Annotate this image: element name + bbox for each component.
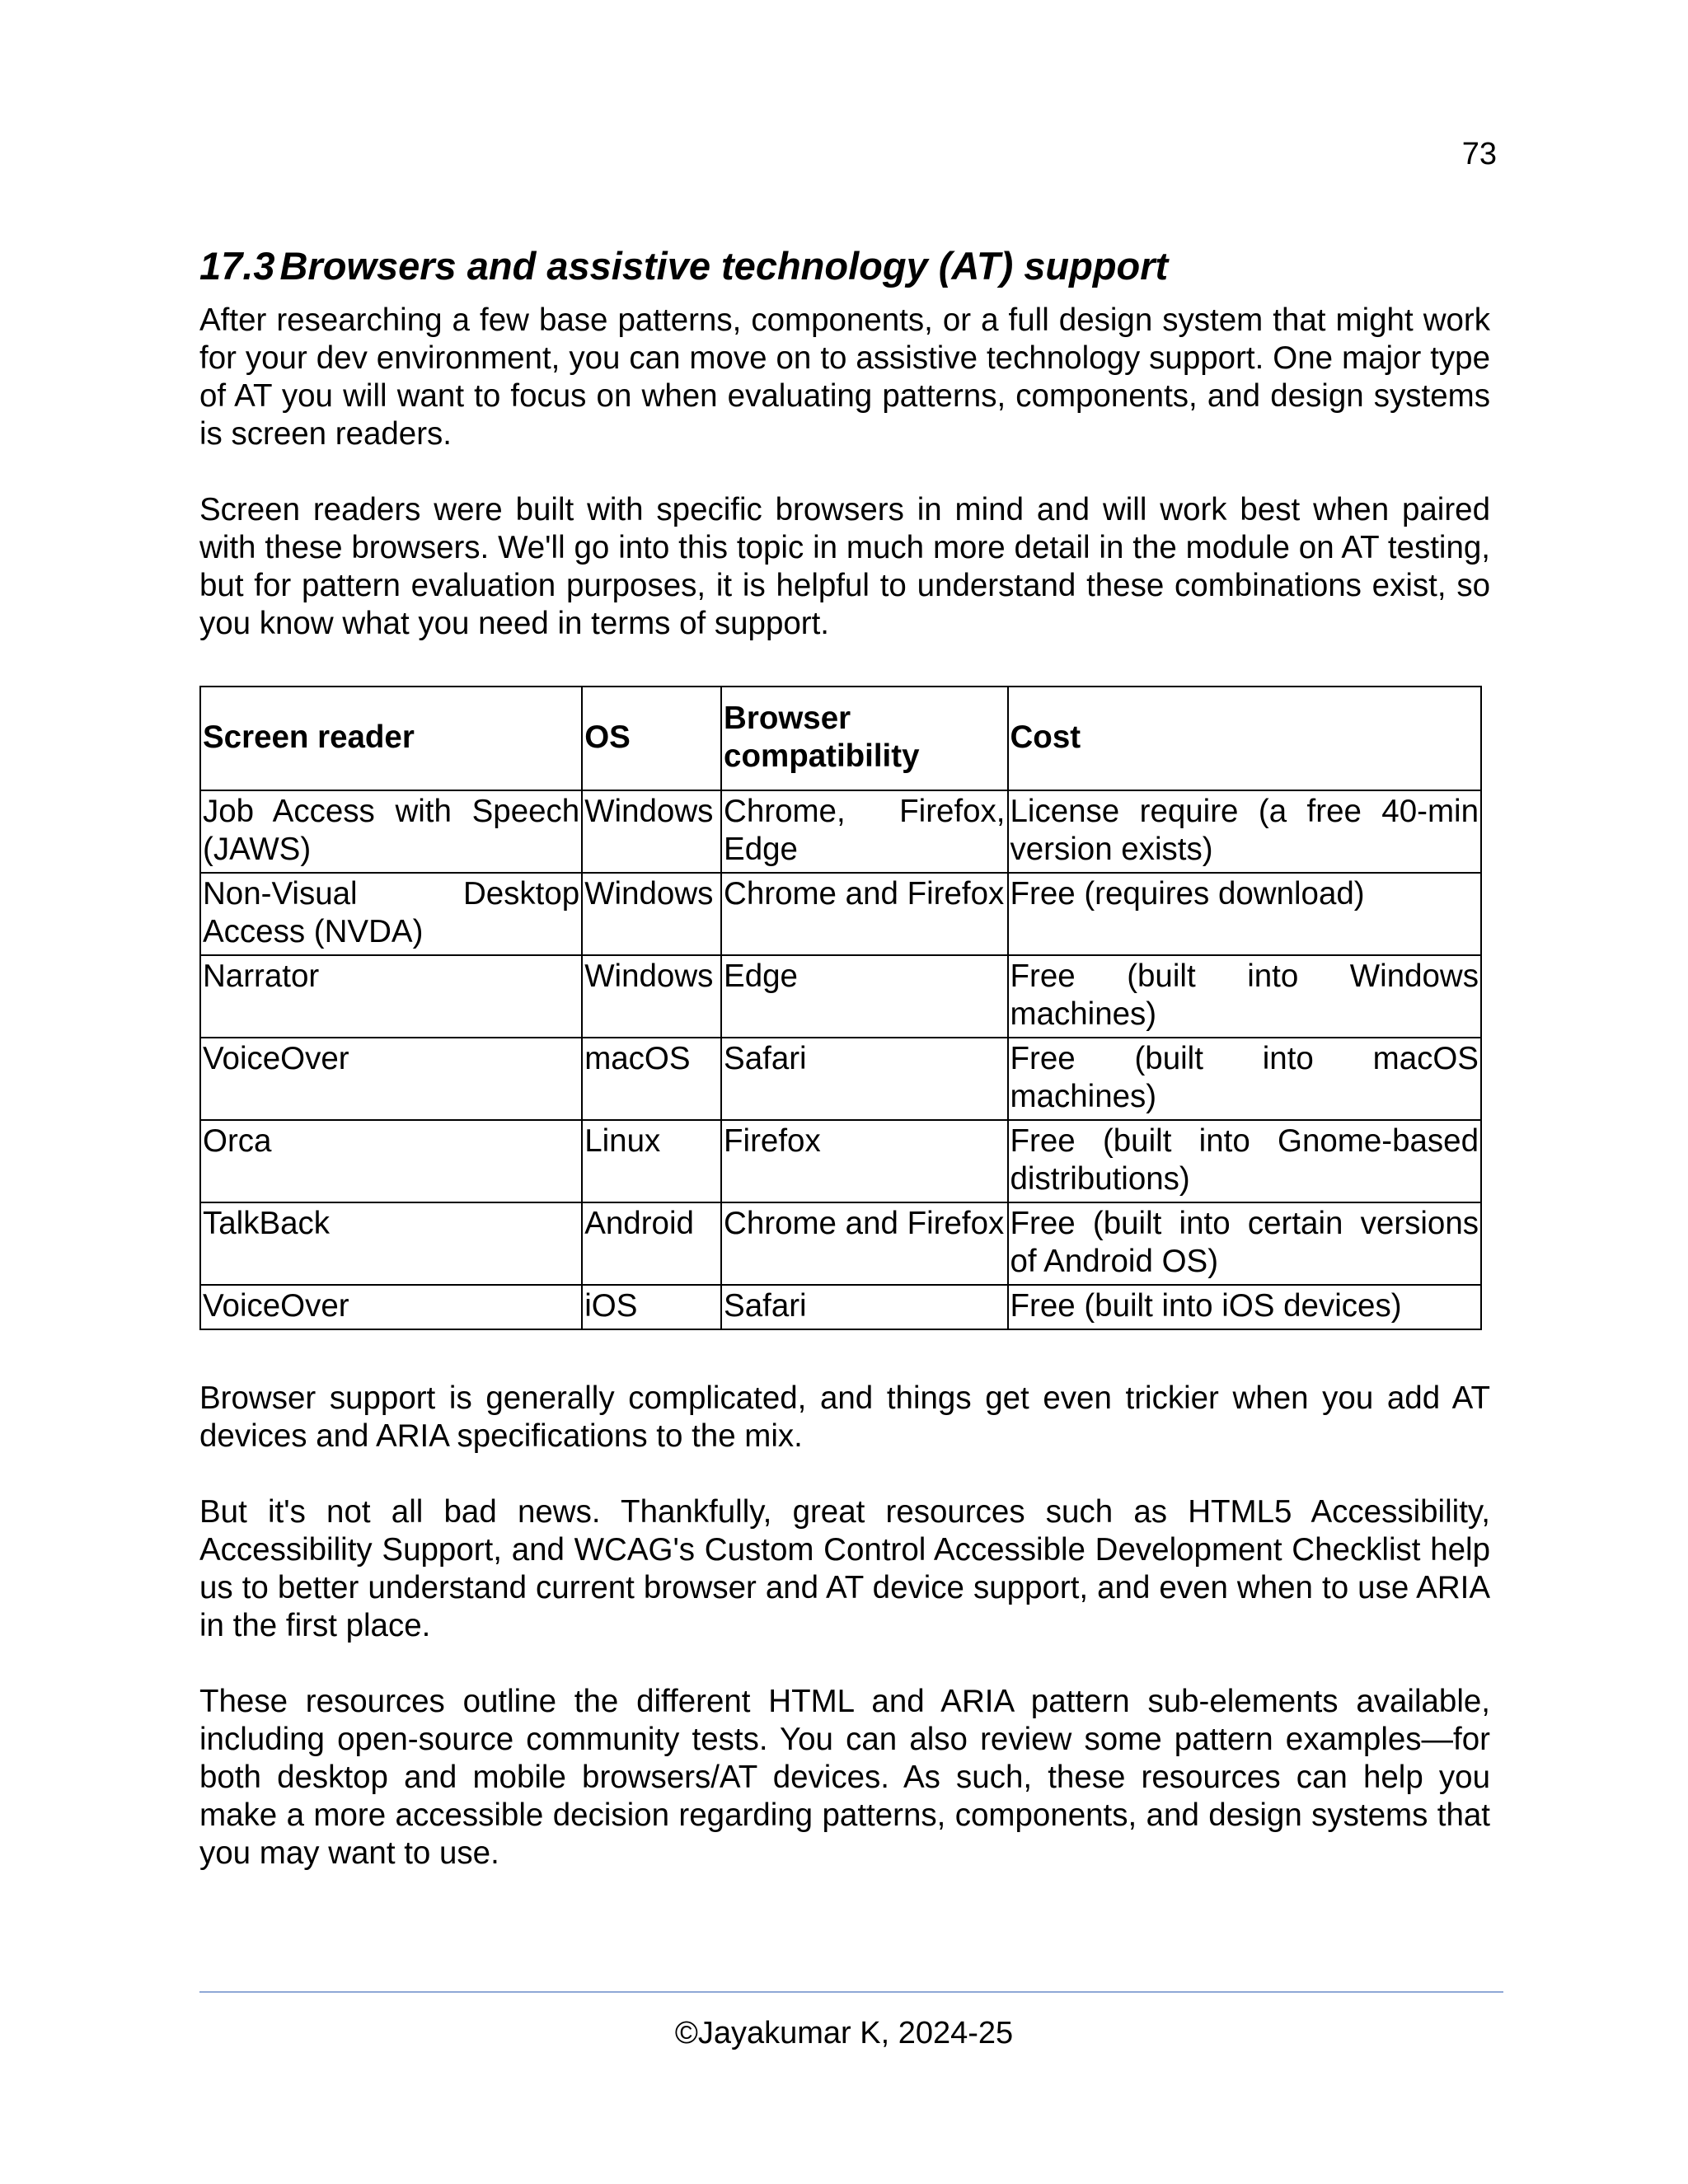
- cell-cost: Free (built into Gnome-based distributions): [1008, 1120, 1482, 1202]
- page-number: 73: [1461, 137, 1497, 171]
- paragraph-resources-outline: These resources outline the different HTML and ARIA pattern sub-elements available, including open-source community tests. You can also review some pattern examples—for both desktop and mobile browsers/AT devices. As such, these resources can help you make a more accessible decision regarding patterns, components, and design systems that you may want to use.: [199, 1684, 1490, 1872]
- cell-os: iOS: [582, 1285, 721, 1329]
- page-content: [199, 244, 1490, 1910]
- section-title: Browsers and assistive technology (AT) support: [279, 244, 1169, 288]
- table-row: [200, 790, 1481, 873]
- cell-screen-reader: TalkBack: [200, 1202, 582, 1285]
- header-cost: Cost: [1008, 687, 1482, 790]
- table-row: [200, 955, 1481, 1038]
- header-os: OS: [582, 687, 721, 790]
- table-row: [200, 1120, 1481, 1202]
- cell-cost: Free (built into certain versions of Android OS): [1008, 1202, 1482, 1285]
- footer-divider: [199, 1991, 1503, 1993]
- table-row: [200, 1038, 1481, 1120]
- cell-browser: Chrome and Firefox: [721, 873, 1007, 955]
- paragraph-intro: After researching a few base patterns, components, or a full design system that might work for your dev environment, you can move on to assistive technology support. One major type of AT you will want to focus on when evaluating patterns, components, and design systems is screen readers.: [199, 302, 1490, 452]
- header-browser-compatibility: Browser compatibility: [721, 687, 1007, 790]
- cell-browser: Chrome, Firefox, Edge: [721, 790, 1007, 873]
- footer-copyright: ©Jayakumar K, 2024-25: [674, 2016, 1014, 2050]
- cell-browser: Firefox: [721, 1120, 1007, 1202]
- cell-screen-reader: Job Access with Speech (JAWS): [200, 790, 582, 873]
- cell-screen-reader: Orca: [200, 1120, 582, 1202]
- cell-os: Android: [582, 1202, 721, 1285]
- cell-browser: Safari: [721, 1038, 1007, 1120]
- cell-browser: Safari: [721, 1285, 1007, 1329]
- cell-screen-reader: VoiceOver: [200, 1285, 582, 1329]
- paragraph-resources: But it's not all bad news. Thankfully, great resources such as HTML5 Accessibility, Accessibility Support, and WCAG's Custom Control Accessible Development Checklist help us to better understand current browser and AT device support, and even when to use ARIA in the first place.: [199, 1494, 1490, 1644]
- cell-screen-reader: Narrator: [200, 955, 582, 1038]
- cell-screen-reader: VoiceOver: [200, 1038, 582, 1120]
- cell-cost: Free (requires download): [1008, 873, 1482, 955]
- section-heading: [199, 244, 1490, 288]
- header-screen-reader: Screen reader: [200, 687, 582, 790]
- cell-browser: Chrome and Firefox: [721, 1202, 1007, 1285]
- cell-screen-reader: Non-Visual Desktop Access (NVDA): [200, 873, 582, 955]
- table-header-row: [200, 687, 1481, 790]
- cell-os: Windows: [582, 873, 721, 955]
- paragraph-screen-readers: Screen readers were built with specific browsers in mind and will work best when paired with these browsers. We'll go into this topic in much more detail in the module on AT testing, but for pattern evaluation purposes, it is helpful to understand these combinations exist, so you know what you need in terms of support.: [199, 492, 1490, 642]
- cell-cost: Free (built into iOS devices): [1008, 1285, 1482, 1329]
- table-row: [200, 1285, 1481, 1329]
- cell-os: macOS: [582, 1038, 721, 1120]
- cell-os: Windows: [582, 955, 721, 1038]
- cell-os: Linux: [582, 1120, 721, 1202]
- section-number: 17.3: [199, 244, 275, 288]
- cell-browser: Edge: [721, 955, 1007, 1038]
- screen-reader-table: [199, 686, 1482, 1330]
- table-row: [200, 873, 1481, 955]
- cell-cost: License require (a free 40-min version exists): [1008, 790, 1482, 873]
- paragraph-browser-support: Browser support is generally complicated, and things get even trickier when you add AT devices and ARIA specifications to the mix.: [199, 1380, 1490, 1455]
- cell-os: Windows: [582, 790, 721, 873]
- cell-cost: Free (built into macOS machines): [1008, 1038, 1482, 1120]
- table-row: [200, 1202, 1481, 1285]
- cell-cost: Free (built into Windows machines): [1008, 955, 1482, 1038]
